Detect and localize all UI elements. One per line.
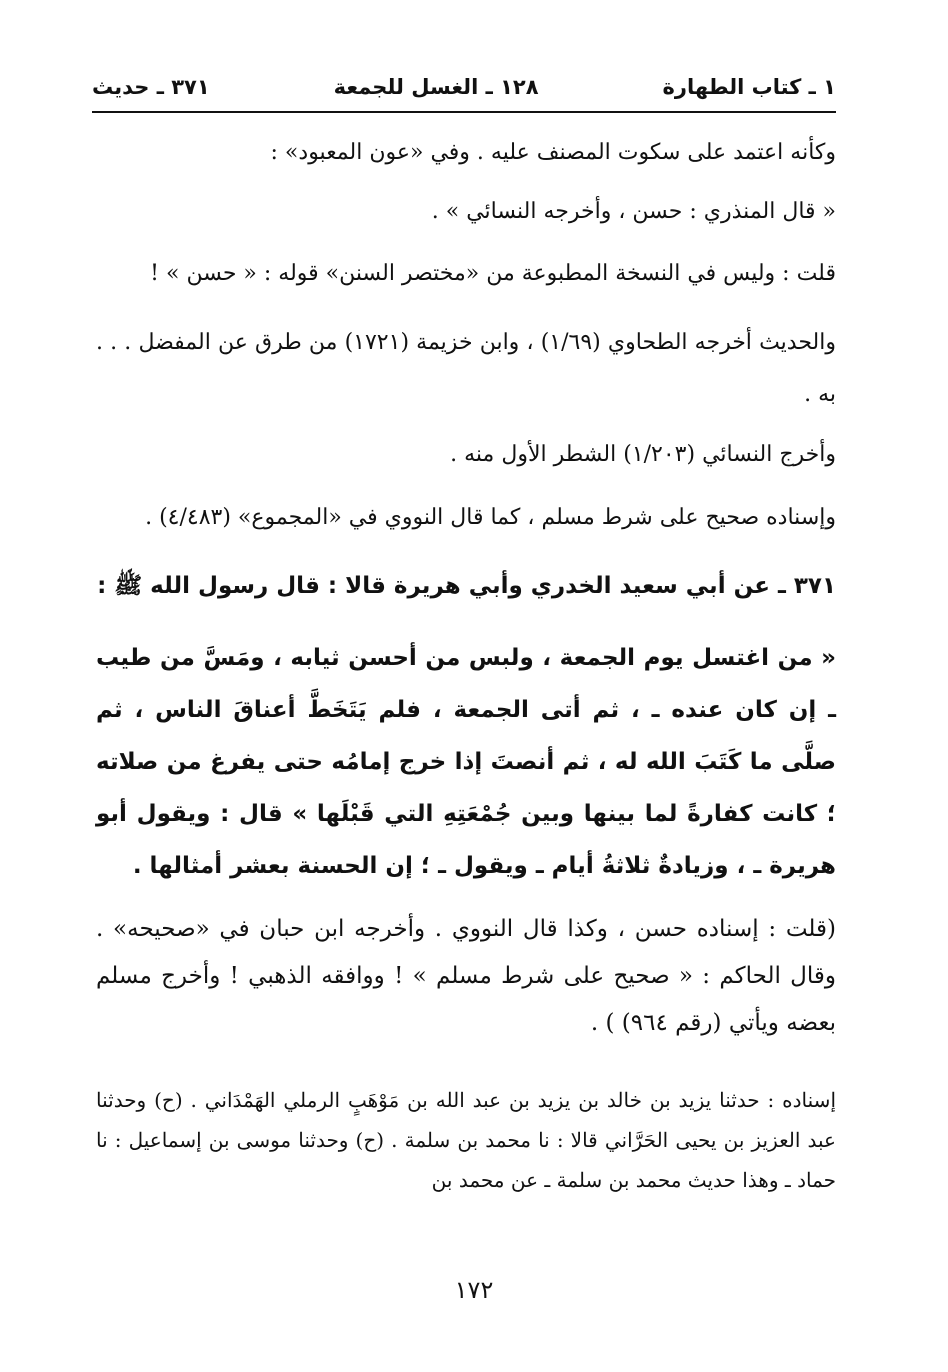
page-number: ١٧٢ bbox=[454, 1276, 494, 1304]
header-hadith-number: ٣٧١ ـ حديث bbox=[92, 75, 210, 99]
paragraph-takhrij-tahawi: والحديث أخرجه الطحاوي (١/٦٩) ، وابن خزيمة (١٧٢١) من طرق عن المفضل . . . به . bbox=[96, 330, 836, 407]
paragraph-mukhtasar-note: قلت : وليس في النسخة المطبوعة من «مختصر السنن» قوله : « حسن » ! bbox=[150, 261, 836, 286]
paragraph-isnad-sahih: وإسناده صحيح على شرط مسلم ، كما قال النووي في «المجموع» (٤/٤٨٣) . bbox=[145, 505, 836, 530]
header-rule bbox=[92, 111, 836, 113]
paragraph-grading-note: (قلت : إسناده حسن ، وكذا قال النووي . وأخرجه ابن حبان في «صحيحه» . وقال الحاكم : « صحيح على شرط مسلم » ! ووافقه الذهبي ! وأخرج مسلم بعضه ويأتي (رقم ٩٦٤) ) . bbox=[96, 916, 836, 1036]
header-chapter-title: ١٢٨ ـ الغسل للجمعة bbox=[333, 75, 539, 99]
hadith-371-heading: ٣٧١ ـ عن أبي سعيد الخدري وأبي هريرة قالا : قال رسول الله ﷺ : bbox=[97, 573, 836, 599]
running-header bbox=[92, 66, 836, 108]
paragraph-nasai: وأخرج النسائي (١/٢٠٣) الشطر الأول منه . bbox=[450, 442, 836, 467]
paragraph-mundhiri-quote: « قال المنذري : حسن ، وأخرجه النسائي » . bbox=[431, 199, 836, 224]
hadith-371-text: « من اغتسل يوم الجمعة ، ولبس من أحسن ثيابه ، ومَسَّ من طيب ـ إن كان عنده ـ ، ثم أتى الجمعة ، فلم يَتَخَطَّ أعناقَ الناس ، ثم صلَّى ما كَتَبَ الله له ، ثم أنصتَ إذا خرج إمامُه حتى يفرغ من صلاته ؛ كانت كفارةً لما بينها وبين جُمْعَتِهِ التي قَبْلَها » قال : ويقول أبو هريرة ـ ، وزيادةٌ ثلاثةُ أيام ـ ويقول ـ ؛ إن الحسنة بعشر أمثالها . bbox=[96, 645, 836, 879]
paragraph-aun-al-mabud: وكأنه اعتمد على سكوت المصنف عليه . وفي «عون المعبود» : bbox=[270, 140, 836, 165]
paragraph-isnad-chain: إسناده : حدثنا يزيد بن خالد بن يزيد بن عبد الله بن مَوْهَبٍ الرملي الهَمْدَاني . (ح) وحدثنا عبد العزيز بن يحيى الحَرَّاني قالا : نا محمد بن سلمة . (ح) وحدثنا موسى بن إسماعيل : نا حماد ـ وهذا حديث محمد بن سلمة ـ عن محمد بن bbox=[96, 1088, 836, 1192]
header-book-title: ١ ـ كتاب الطهارة bbox=[662, 75, 836, 99]
